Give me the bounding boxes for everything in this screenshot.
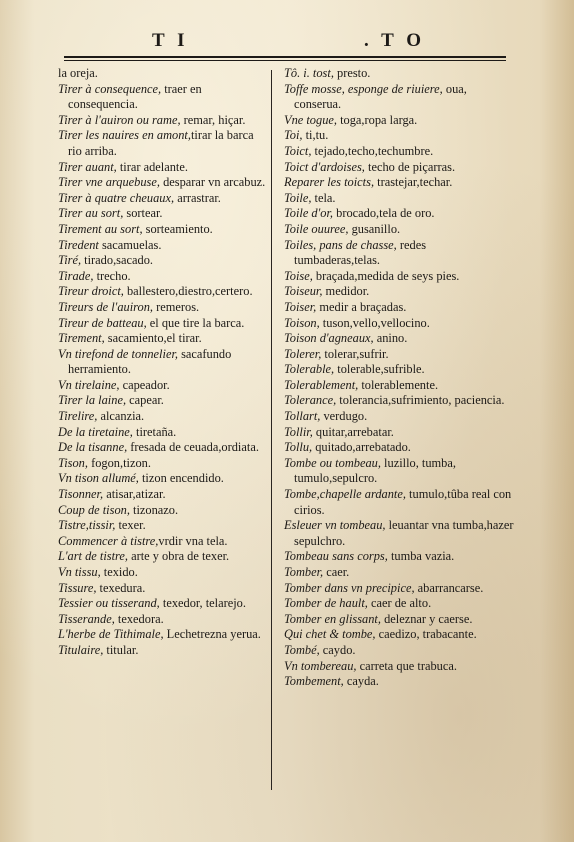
entry-translation: la oreja. xyxy=(58,66,98,80)
dictionary-entry xyxy=(58,66,266,82)
dictionary-entry xyxy=(284,191,514,207)
entry-headword: Vn tirefond de tonnelier, xyxy=(58,346,178,361)
entry-headword: Vn tissu, xyxy=(58,565,101,579)
entry-translation: tizon encendido. xyxy=(138,471,224,486)
entry-headword: Tomber, xyxy=(284,565,324,579)
dictionary-entry xyxy=(58,113,266,129)
entry-translation: texido. xyxy=(100,565,138,579)
entry-headword: Toict, xyxy=(284,143,312,158)
entry-headword: Vne togue, xyxy=(284,112,337,127)
dictionary-entry xyxy=(58,471,266,487)
dictionary-entry xyxy=(58,440,266,456)
entry-headword: Tombe,chapelle ardante, xyxy=(284,487,406,502)
dictionary-entry xyxy=(284,222,514,238)
entry-translation: anino. xyxy=(373,331,408,346)
dictionary-entry xyxy=(284,82,514,113)
entry-headword: Reparer les toicts, xyxy=(284,175,375,190)
entry-headword: Tirer auant, xyxy=(58,159,117,174)
entry-translation: deleznar y caerse. xyxy=(380,611,473,626)
entry-headword: Tirer les nauires en amont, xyxy=(58,128,191,143)
entry-headword: Tolerance, xyxy=(284,393,337,408)
entry-headword: Tirer à consequence, xyxy=(58,81,162,96)
entry-headword: Tirelire, xyxy=(58,409,98,424)
dictionary-entry xyxy=(284,238,514,269)
entry-headword: Tollart, xyxy=(284,409,321,424)
entry-headword: Toile d'or, xyxy=(284,206,334,221)
entry-headword: Tollu, xyxy=(284,440,313,455)
entry-headword: Tiré, xyxy=(58,253,82,268)
entry-headword: Toile ouuree, xyxy=(284,221,349,236)
dictionary-entry xyxy=(284,487,514,518)
entry-translation: tiretaña. xyxy=(132,424,177,439)
entry-headword: Tirer au sort, xyxy=(58,206,124,221)
entry-translation: caer. xyxy=(323,565,350,579)
entry-headword: Tirement au sort, xyxy=(58,221,143,236)
entry-headword: Titulaire, xyxy=(58,642,104,657)
entry-translation: sacamuelas. xyxy=(98,237,162,252)
entry-translation: sorteamiento. xyxy=(142,221,213,236)
entry-translation: gusanillo. xyxy=(348,221,401,236)
entry-translation: texedura. xyxy=(96,580,146,595)
entry-translation: capear. xyxy=(126,393,164,408)
entry-translation: fresada de ceuada,ordiata. xyxy=(127,440,259,455)
entry-translation: tizonazo. xyxy=(129,502,179,517)
entry-translation: ballestero,diestro,certero. xyxy=(123,284,253,299)
dictionary-entry xyxy=(58,300,266,316)
entry-translation: oua, conserua. xyxy=(294,81,467,112)
entry-headword: Tireur droict, xyxy=(58,284,124,299)
entry-translation: cayda. xyxy=(343,674,379,689)
dictionary-entry xyxy=(284,347,514,363)
dictionary-entry xyxy=(284,549,514,565)
left-column xyxy=(58,66,266,659)
entry-translation: titular. xyxy=(103,642,139,657)
dictionary-entry xyxy=(58,331,266,347)
entry-translation: tuson,vello,vellocino. xyxy=(319,315,430,330)
entry-translation: tolerancia,sufrimiento, paciencia. xyxy=(336,393,505,408)
dictionary-entry xyxy=(284,316,514,332)
entry-translation: arrastrar. xyxy=(174,190,221,205)
entry-translation: caedizo, trabacante. xyxy=(375,627,477,642)
dictionary-entry xyxy=(284,144,514,160)
dictionary-entry xyxy=(284,331,514,347)
dictionary-entry xyxy=(284,409,514,425)
entry-translation: texedor, telarejo. xyxy=(159,596,246,611)
entry-translation: Lechetrezna yerua. xyxy=(163,627,261,642)
dictionary-entry xyxy=(284,269,514,285)
right-column xyxy=(284,66,514,690)
entry-headword: Tessier ou tisserand, xyxy=(58,596,160,611)
entry-headword: Tolerer, xyxy=(284,346,322,361)
entry-translation: brocado,tela de oro. xyxy=(333,206,435,221)
entry-translation: ti,tu. xyxy=(302,128,329,143)
running-header xyxy=(64,30,510,52)
dictionary-entry xyxy=(58,487,266,503)
entry-headword: Vn tombereau, xyxy=(284,658,357,673)
dictionary-entry xyxy=(284,581,514,597)
entry-headword: Tirer à l'auiron ou rame, xyxy=(58,112,181,127)
entry-translation: medir a braçadas. xyxy=(316,299,407,314)
dictionary-entry xyxy=(58,456,266,472)
entry-translation: traer en consequencia. xyxy=(68,81,202,112)
header-rule xyxy=(64,56,506,58)
entry-translation: tela. xyxy=(311,190,336,205)
entry-headword: Tirer à quatre cheuaux, xyxy=(58,190,175,205)
entry-headword: Tireurs de l'auiron, xyxy=(58,299,154,314)
dictionary-entry xyxy=(284,378,514,394)
entry-translation: atisar,atizar. xyxy=(103,487,166,502)
dictionary-entry xyxy=(284,175,514,191)
dictionary-entry xyxy=(284,612,514,628)
entry-headword: Tombé, xyxy=(284,642,320,657)
entry-translation: braçada,medida de seys pies. xyxy=(312,268,460,283)
dictionary-entry xyxy=(284,456,514,487)
header-rule-thin xyxy=(64,60,506,61)
dictionary-entry xyxy=(58,347,266,378)
entry-headword: De la tisanne, xyxy=(58,440,128,455)
entry-translation: sacamiento,el tirar. xyxy=(104,331,202,346)
dictionary-entry xyxy=(58,534,266,550)
entry-translation: verdugo. xyxy=(320,409,368,424)
entry-headword: Toise, xyxy=(284,268,313,283)
entry-translation: alcanzia. xyxy=(97,409,145,424)
entry-headword: Commencer à tistre, xyxy=(58,533,159,548)
entry-headword: Coup de tison, xyxy=(58,502,130,517)
entry-headword: L'art de tistre, xyxy=(58,549,128,564)
entry-headword: Tombement, xyxy=(284,674,344,689)
dictionary-entry xyxy=(284,128,514,144)
entry-translation: remeros. xyxy=(153,299,200,314)
header-left: T I xyxy=(152,30,189,51)
entry-translation: techo de piçarras. xyxy=(364,159,456,174)
entry-headword: Tirer vne arquebuse, xyxy=(58,175,160,190)
entry-headword: Tomber dans vn precipice, xyxy=(284,580,415,595)
entry-translation: tejado,techo,techumbre. xyxy=(311,143,434,158)
entry-translation: arte y obra de texer. xyxy=(128,549,230,564)
entry-headword: Toiseur, xyxy=(284,284,323,299)
entry-headword: Tissure, xyxy=(58,580,97,595)
entry-translation: sacafundo herramiento. xyxy=(68,346,232,377)
dictionary-entry xyxy=(284,393,514,409)
dictionary-entry xyxy=(58,206,266,222)
dictionary-entry xyxy=(58,82,266,113)
entry-headword: Tisonner, xyxy=(58,487,104,502)
entry-translation: tolerablemente. xyxy=(358,377,439,392)
dictionary-entry xyxy=(58,409,266,425)
entry-headword: Toile, xyxy=(284,190,312,205)
dictionary-entry xyxy=(58,627,266,643)
entry-headword: Tistre,tissir, xyxy=(58,518,116,533)
entry-translation: caydo. xyxy=(319,642,356,657)
dictionary-entry xyxy=(58,565,266,581)
entry-headword: Toffe mosse, esponge de riuiere, xyxy=(284,81,443,96)
dictionary-entry xyxy=(58,503,266,519)
entry-headword: Toiser, xyxy=(284,299,317,314)
entry-translation: carreta que trabuca. xyxy=(356,658,457,673)
dictionary-entry xyxy=(58,612,266,628)
dictionary-entry xyxy=(284,284,514,300)
entry-translation: trecho. xyxy=(93,268,131,283)
entry-headword: Tison, xyxy=(58,455,88,470)
dictionary-entry xyxy=(284,565,514,581)
dictionary-entry xyxy=(58,581,266,597)
dictionary-entry xyxy=(58,222,266,238)
dictionary-entry xyxy=(284,362,514,378)
dictionary-entry xyxy=(284,518,514,549)
entry-headword: Vn tirelaine, xyxy=(58,377,120,392)
entry-translation: toga,ropa larga. xyxy=(337,112,418,127)
entry-translation: fogon,tizon. xyxy=(87,455,151,470)
entry-headword: Qui chet & tombe, xyxy=(284,627,376,642)
entry-headword: Tolerablement, xyxy=(284,377,359,392)
entry-headword: Tombe ou tombeau, xyxy=(284,455,381,470)
entry-headword: Tomber en glissant, xyxy=(284,611,381,626)
entry-translation: caer de alto. xyxy=(367,596,432,611)
entry-headword: Vn tison allumé, xyxy=(58,471,139,486)
dictionary-entry xyxy=(58,284,266,300)
entry-translation: tirar la barca rio arriba. xyxy=(68,128,254,158)
entry-translation: vrdir vna tela. xyxy=(158,533,228,548)
dictionary-entry xyxy=(284,596,514,612)
dictionary-entry xyxy=(58,316,266,332)
entry-headword: Toi, xyxy=(284,128,303,143)
entry-translation: presto. xyxy=(333,66,371,80)
entry-translation: quitar,arrebatar. xyxy=(312,424,394,439)
entry-headword: Esleuer vn tombeau, xyxy=(284,518,386,533)
column-divider xyxy=(271,70,272,790)
entry-headword: Toict d'ardoises, xyxy=(284,159,365,174)
entry-headword: Tiredent xyxy=(58,237,99,252)
entry-headword: Tollir, xyxy=(284,424,313,439)
entry-headword: Tisserande, xyxy=(58,611,115,626)
entry-headword: Toison, xyxy=(284,315,320,330)
dictionary-entry xyxy=(284,643,514,659)
dictionary-entry xyxy=(284,300,514,316)
entry-translation: texedora. xyxy=(114,611,164,626)
entry-headword: Tombeau sans corps, xyxy=(284,549,388,564)
entry-translation: texer. xyxy=(115,518,146,533)
entry-headword: Tirement, xyxy=(58,331,105,346)
entry-translation: sortear. xyxy=(123,206,163,221)
entry-headword: Tô. i. tost, xyxy=(284,66,334,80)
entry-headword: Tirade, xyxy=(58,268,94,283)
entry-headword: L'herbe de Tithimale, xyxy=(58,627,164,642)
dictionary-entry xyxy=(284,627,514,643)
dictionary-entry xyxy=(284,425,514,441)
dictionary-entry xyxy=(58,175,266,191)
entry-translation: capeador. xyxy=(119,377,170,392)
entry-headword: Tomber de hault, xyxy=(284,596,368,611)
entry-translation: tolerable,sufrible. xyxy=(334,362,425,377)
dictionary-entry xyxy=(58,269,266,285)
dictionary-entry xyxy=(58,518,266,534)
header-right: . T O xyxy=(364,30,426,51)
entry-headword: Tireur de batteau, xyxy=(58,315,147,330)
entry-translation: el que tire la barca. xyxy=(146,315,245,330)
dictionary-entry xyxy=(284,160,514,176)
entry-translation: remar, hiçar. xyxy=(180,112,246,127)
dictionary-entry xyxy=(58,253,266,269)
entry-headword: De la tiretaine, xyxy=(58,424,133,439)
dictionary-entry xyxy=(58,393,266,409)
entry-translation: tumulo,tûba real con cirios. xyxy=(294,487,512,517)
dictionary-entry xyxy=(58,549,266,565)
entry-translation: luzillo, tumba, tumulo,sepulcro. xyxy=(294,455,456,486)
dictionary-entry xyxy=(58,425,266,441)
entry-translation: quitado,arrebatado. xyxy=(312,440,411,455)
entry-translation: medidor. xyxy=(322,284,370,299)
dictionary-entry xyxy=(284,206,514,222)
dictionary-entry xyxy=(284,113,514,129)
entry-headword: Tolerable, xyxy=(284,362,335,377)
entry-translation: leuantar vna tumba,hazer sepulchro. xyxy=(294,518,514,548)
entry-translation: tirado,sacado. xyxy=(81,253,153,268)
entry-translation: abarrancarse. xyxy=(414,580,484,595)
dictionary-entry xyxy=(58,643,266,659)
dictionary-entry xyxy=(284,440,514,456)
dictionary-entry xyxy=(284,66,514,82)
entry-translation: redes tumbaderas,telas. xyxy=(294,237,427,268)
entry-translation: tirar adelante. xyxy=(116,159,188,174)
entry-headword: Toison d'agneaux, xyxy=(284,331,374,346)
dictionary-entry xyxy=(58,238,266,254)
dictionary-entry xyxy=(58,128,266,159)
entry-headword: Tirer la laine, xyxy=(58,393,127,408)
entry-translation: desparar vn arcabuz. xyxy=(159,175,266,190)
dictionary-entry xyxy=(58,378,266,394)
entry-translation: trastejar,techar. xyxy=(374,175,453,190)
entry-headword: Toiles, pans de chasse, xyxy=(284,237,397,252)
dictionary-entry xyxy=(58,191,266,207)
entry-translation: tumba vazia. xyxy=(387,549,455,564)
dictionary-entry xyxy=(284,674,514,690)
dictionary-entry xyxy=(58,160,266,176)
entry-translation: tolerar,sufrir. xyxy=(321,346,389,361)
dictionary-entry xyxy=(284,659,514,675)
dictionary-entry xyxy=(58,596,266,612)
